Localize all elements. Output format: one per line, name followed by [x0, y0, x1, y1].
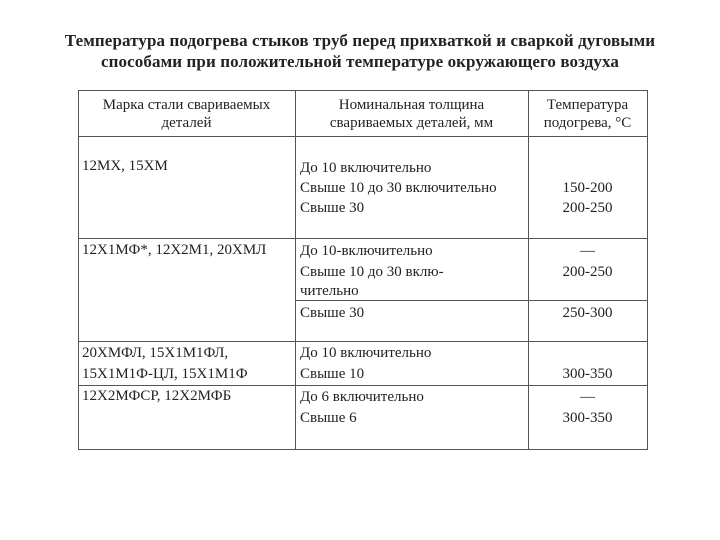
g2-r2-temp: 200-250 [562, 264, 613, 280]
g2-r1-thickness: До 10-включительно [300, 243, 433, 259]
grade-group-2: 12Х1МФ*, 12Х2М1, 20ХМЛ [82, 242, 267, 258]
g4-r2-temp: 300-350 [562, 410, 613, 426]
g2-r1-temp: — [580, 243, 595, 259]
group-separator-1 [78, 238, 648, 239]
g4-r2-thickness: Свыше 6 [300, 410, 357, 426]
header-thickness-line2: свариваемых деталей, мм [329, 115, 494, 131]
g2-r2-thickness: Свыше 10 до 30 вклю- [300, 264, 444, 280]
g2-r3-thickness: Свыше 30 [300, 305, 365, 321]
g3-r2-temp: 300-350 [562, 366, 613, 382]
header-thickness-line1: Номинальная толщина [338, 97, 485, 113]
g1-r1-thickness: До 10 включительно [300, 160, 432, 176]
g2-r3-temp: 250-300 [562, 305, 613, 321]
grade-group-4: 12Х2МФСР, 12Х2МФБ [82, 388, 232, 404]
title-line-1: Температура подогрева стыков труб перед прихваткой и сваркой дуговыми [64, 31, 656, 50]
table-border-right [647, 90, 648, 450]
table-border-top [78, 90, 648, 91]
header-steel-grade [78, 96, 295, 132]
g1-r3-temp: 200-250 [562, 200, 613, 216]
grade-group-3-line2: 15Х1М1Ф-ЦЛ, 15Х1М1Ф [82, 366, 248, 382]
g4-r1-temp: — [580, 389, 595, 405]
g1-r3-thickness: Свыше 30 [300, 200, 365, 216]
g1-r2-temp: 150-200 [562, 180, 613, 196]
g3-r2-thickness: Свыше 10 [300, 366, 365, 382]
document-title [0, 30, 720, 72]
group-separator-2 [78, 341, 648, 342]
title-line-2: способами при положительной температуре окружающего воздуха [100, 52, 619, 71]
g1-r2-thickness: Свыше 10 до 30 включительно [300, 180, 497, 196]
header-temperature-line1: Температура [546, 97, 629, 113]
header-separator [78, 136, 648, 137]
table-column-divider-1 [295, 90, 296, 450]
preheat-table [78, 90, 648, 450]
g4-r1-thickness: До 6 включительно [300, 389, 424, 405]
table-border-left [78, 90, 79, 450]
header-steel-grade-line2: деталей [161, 115, 212, 131]
grade-group-3-line1: 20ХМФЛ, 15Х1М1ФЛ, [82, 345, 229, 361]
g2-r2-thickness-cont: чительно [300, 283, 359, 299]
header-steel-grade-line1: Марка стали свариваемых [102, 97, 271, 113]
header-thickness [295, 96, 528, 132]
header-temperature [528, 96, 647, 132]
grade-group-1: 12МХ, 15ХМ [82, 158, 168, 174]
table-border-bottom [78, 449, 648, 450]
header-temperature-line2: подогрева, °С [543, 115, 632, 131]
g3-r1-thickness: До 10 включительно [300, 345, 432, 361]
